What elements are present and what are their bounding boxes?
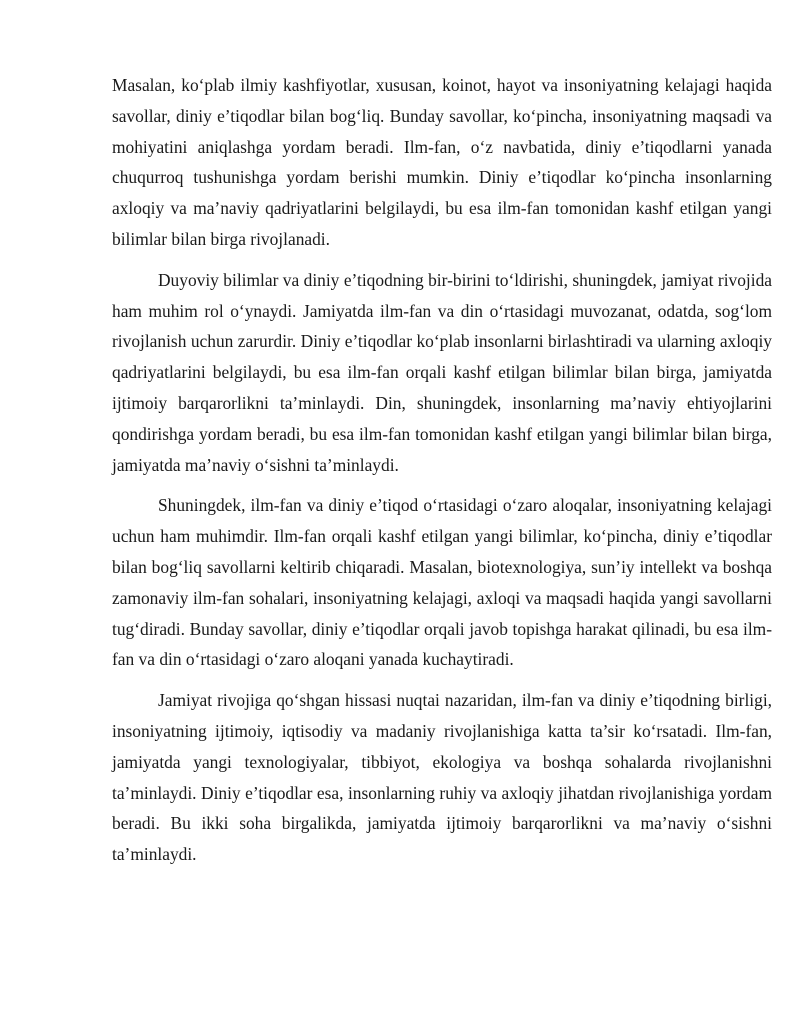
paragraph-4: Jamiyat rivojiga qoʻshgan hissasi nuqtai nazaridan, ilm-fan va diniy e’tiqodning birligi, insoniyatning ijtimoiy, iqtisodiy va madaniy rivojlanishiga katta ta’sir koʻrsatadi. Ilm-fan, jamiyatda yangi texnologiyalar, tibbiyot, ekologiya va boshqa sohalarda rivojlanishni ta’minlaydi. Diniy e’tiqodlar esa, insonlarning ruhiy va axloqiy jihatdan rivojlanishiga yordam beradi. Bu ikki soha birgalikda, jamiyatda ijtimoiy barqarorlikni va ma’naviy oʻsishni ta’minlaydi. [112, 690, 772, 865]
paragraph-2: Duyoviy bilimlar va diniy e’tiqodning bir-birini toʻldirishi, shuningdek, jamiyat rivojida ham muhim rol oʻynaydi. Jamiyatda ilm-fan va din oʻrtasidagi muvozanat, odatda, sogʻlom rivojlanish uchun zarurdir. Diniy e’tiqodlar koʻplab insonlarni birlashtiradi va ularning axloqiy qadriyatlarini belgilaydi, bu esa ilm-fan orqali kashf etilgan bilimlar bilan birga, jamiyatda ijtimoiy barqarorlikni ta’minlaydi. Din, shuningdek, insonlarning ma’naviy ehtiyojlarini qondirishga yordam beradi, bu esa ilm-fan tomonidan kashf etilgan yangi bilimlar bilan birga, jamiyatda ma’naviy oʻsishni ta’minlaydi. [112, 269, 772, 475]
paragraph-3: Shuningdek, ilm-fan va diniy e’tiqod oʻrtasidagi oʻzaro aloqalar, insoniyatning kelajagi uchun ham muhimdir. Ilm-fan orqali kashf etilgan yangi bilimlar, koʻpincha, diniy e’tiqodlar bilan bogʻliq savollarni keltirib chiqaradi. Masalan, biotexnologiya, sun’iy intellekt va boshqa zamonaviy ilm-fan sohalari, insoniyatning kelajagi, axloqi va maqsadi haqida yangi savollarni tugʻdiradi. Bunday savollar, diniy e’tiqodlar orqali javob topishga harakat qilinadi, bu esa ilm-fan va din oʻrtasidagi oʻzaro aloqani yanada kuchaytiradi. [112, 495, 772, 670]
document-body [112, 70, 772, 870]
paragraph-1: Masalan, koʻplab ilmiy kashfiyotlar, xususan, koinot, hayot va insoniyatning kelajagi haqida savollar, diniy e’tiqodlar bilan bogʻliq. Bunday savollar, koʻpincha, insoniyatning maqsadi va mohiyatini aniqlashga yordam beradi. Ilm-fan, oʻz navbatida, diniy e’tiqodlarni yanada chuqurroq tushunishga yordam berishi mumkin. Diniy e’tiqodlar koʻpincha insonlarning axloqiy va ma’naviy qadriyatlarini belgilaydi, bu esa ilm-fan tomonidan kashf etilgan yangi bilimlar bilan birga rivojlanadi. [112, 75, 772, 249]
